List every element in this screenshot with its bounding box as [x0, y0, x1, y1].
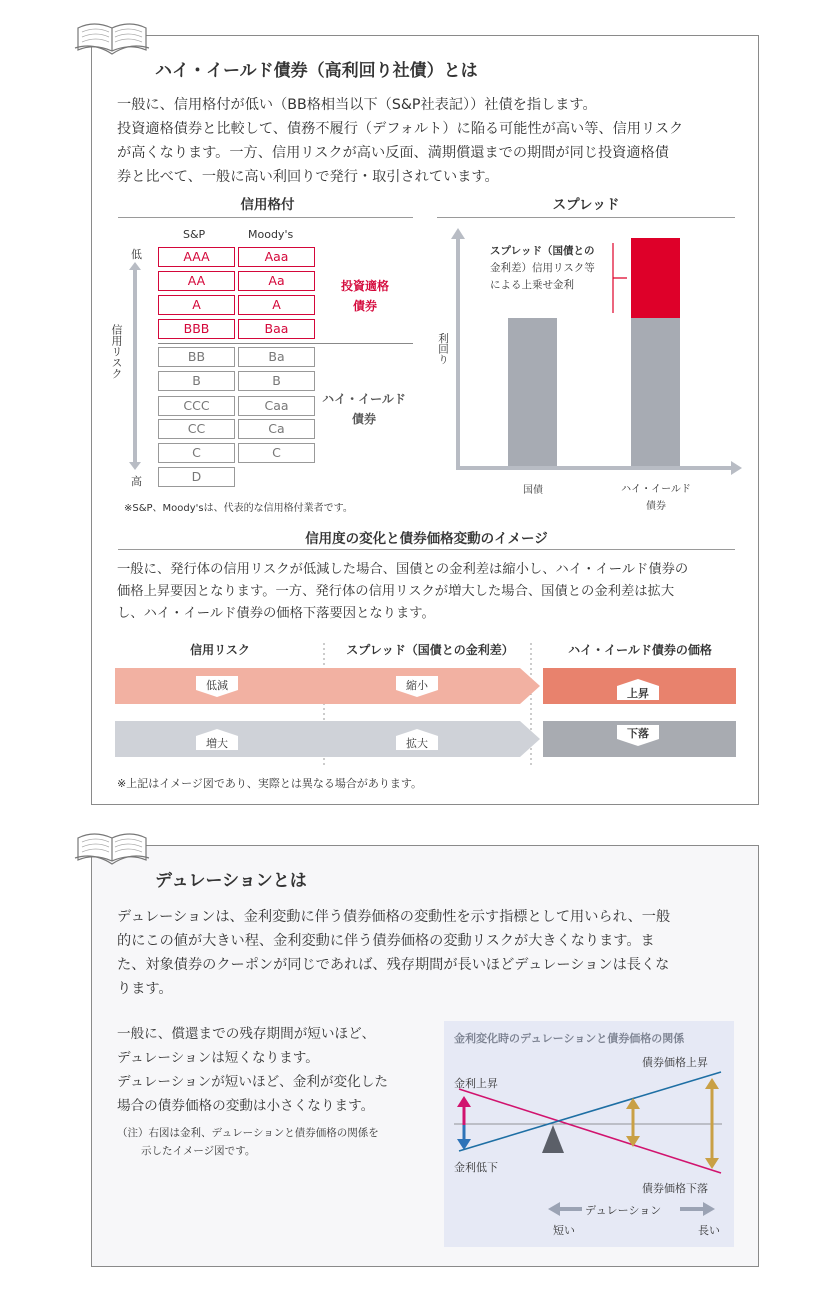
book-icon	[72, 18, 152, 58]
section2-paragraph: デュレーションは、金利変動に伴う債券価格の変動性を示す指標として用いられ、一般 的にこの値が大きい程、金利変動に伴う債券価格の変動リスクが大きくなります。ま た、対象債券のクーポンが同じであれば、残存期間が長いほどデュレーションは長くな ります。	[117, 909, 671, 997]
rating-cell-sp: C	[158, 443, 235, 463]
duration-note: （注）右図は金利、デュレーションと債券価格の関係を 示したイメージ図です。	[117, 1127, 379, 1157]
label-duration: デュレーション	[585, 1204, 662, 1217]
change-note: ※上記はイメージ図であり、実際とは異なる場合があります。	[117, 777, 423, 790]
label-price-down: 債券価格下落	[642, 1182, 708, 1195]
tag-price-up: 上昇	[627, 687, 649, 700]
label-price-up: 債券価格上昇	[642, 1056, 708, 1069]
duration-diagram-title: 金利変化時のデュレーションと債券価格の関係	[454, 1032, 685, 1045]
rating-cell-moodys: Ca	[238, 419, 315, 439]
rating-cell-sp: AAA	[158, 247, 235, 267]
change-title: 信用度の変化と債券価格変動のイメージ	[305, 531, 548, 547]
investment-grade-label: 投資適格 債券	[340, 279, 389, 313]
paragraph-line: 投資適格債券と比較して、債務不履行（デフォルト）に陥る可能性が高い等、信用リスク	[117, 121, 684, 137]
duration-left-text: 一般に、償還までの残存期間が短いほど、 デュレーションは短くなります。 デュレーションが短いほど、金利が変化した 場合の債券価格の変動は小さくなります。	[117, 1026, 388, 1114]
label-short: 短い	[553, 1224, 575, 1237]
header-credit-risk: 信用リスク	[190, 643, 250, 657]
spread-title: スプレッド	[552, 197, 620, 213]
change-diagram	[115, 635, 745, 775]
tag-spread-narrow: 縮小	[406, 679, 428, 692]
header-spread: スプレッド（国債との金利差）	[346, 643, 514, 657]
tag-spread-widen: 拡大	[406, 737, 428, 750]
rating-cell-moodys: A	[238, 295, 315, 315]
label-long: 長い	[698, 1224, 720, 1237]
rating-title: 信用格付	[240, 197, 295, 213]
col-header-moodys: Moody's	[248, 228, 294, 241]
bar-label-hy: ハイ・イールド 債券	[621, 484, 691, 512]
rating-cell-moodys: Baa	[238, 319, 315, 339]
bar-hy-spread	[631, 238, 680, 318]
risk-axis-arrow	[128, 262, 142, 470]
book-icon	[72, 828, 152, 868]
rating-cell-moodys: Aaa	[238, 247, 315, 267]
paragraph-line: が高くなります。一方、信用リスクが高い反面、満期償還までの期間が同じ投資適格債	[117, 145, 669, 161]
rating-cell-sp: BBB	[158, 319, 235, 339]
rating-cell-moodys: B	[238, 371, 315, 391]
rating-cell-moodys: C	[238, 443, 315, 463]
high-label: 高	[131, 475, 142, 488]
section1-paragraph	[117, 93, 747, 189]
rating-cell-sp: A	[158, 295, 235, 315]
rating-cell-sp: D	[158, 467, 235, 487]
low-label: 低	[131, 248, 142, 261]
tag-credit-increase: 増大	[206, 737, 228, 750]
high-yield-label: ハイ・イールド 債券	[322, 392, 406, 426]
bar-label-govt: 国債	[523, 485, 543, 496]
tag-credit-decrease: 低減	[206, 679, 228, 692]
rating-cell-moodys: Caa	[238, 396, 315, 416]
pivot-triangle	[542, 1125, 564, 1153]
paragraph-line: 一般に、信用格付が低い（BB格相当以下（S&P社表記））社債を指します。	[117, 97, 597, 113]
spread-annotation: スプレッド（国債との 金利差）信用リスク等 による上乗せ金利	[490, 245, 595, 291]
rating-cell-sp: BB	[158, 347, 235, 367]
rating-cell-moodys: Ba	[238, 347, 315, 367]
risk-axis-label: 信用リスク	[110, 324, 123, 379]
tag-price-down: 下落	[627, 727, 649, 740]
section1-title: ハイ・イールド債券（高利回り社債）とは	[155, 61, 478, 81]
rating-cell-sp: CC	[158, 419, 235, 439]
bar-hy-base	[631, 318, 680, 466]
rating-cell-sp: AA	[158, 271, 235, 291]
paragraph-line: 券と比べて、一般に高い利回りで発行・取引されています。	[117, 169, 499, 185]
col-header-sp: S&P	[183, 228, 206, 241]
row2-band	[115, 721, 540, 757]
change-paragraph: 一般に、発行体の信用リスクが低減した場合、国債との金利差は縮小し、ハイ・イールド債券の 価格上昇要因となります。一方、発行体の信用リスクが増大した場合、国債との金利差は拡大 し、ハイ・イールド債券の価格下落要因となります。	[117, 562, 689, 621]
yield-axis-label: 利回り	[437, 333, 449, 365]
header-price: ハイ・イールド債券の価格	[568, 643, 712, 657]
rating-cell-sp: B	[158, 371, 235, 391]
rating-note: ※S&P、Moody'sは、代表的な信用格付業者です。	[124, 503, 353, 514]
label-rate-down: 金利低下	[454, 1161, 498, 1174]
row1-band	[115, 668, 540, 704]
bar-govt-base	[508, 318, 557, 466]
section2-title: デュレーションとは	[155, 871, 307, 891]
rating-cell-sp: CCC	[158, 396, 235, 416]
label-rate-up: 金利上昇	[454, 1077, 498, 1090]
rating-cell-moodys: Aa	[238, 271, 315, 291]
